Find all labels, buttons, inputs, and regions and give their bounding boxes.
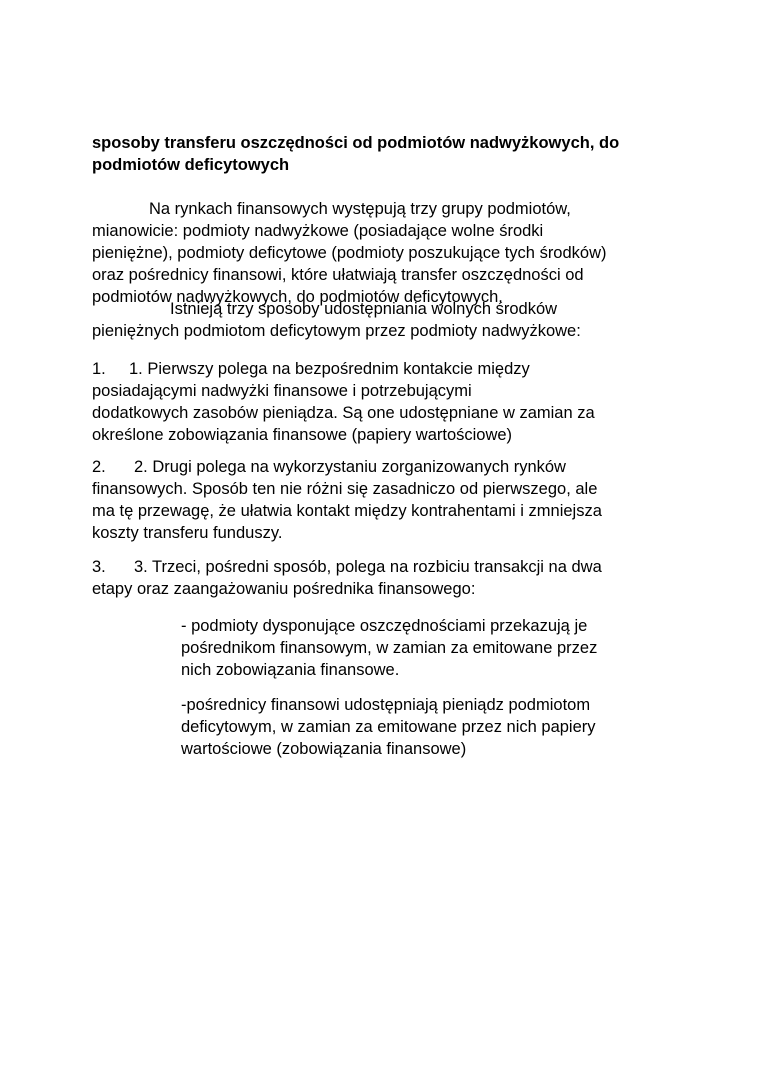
paragraph-line: Na rynkach finansowych występują trzy grupy podmiotów, (149, 200, 571, 218)
list-item-2 (92, 456, 602, 544)
paragraph-line: ma tę przewagę, że ułatwia kontakt między kontrahentami i zmniejsza (92, 502, 602, 520)
paragraph-line: wartościowe (zobowiązania finansowe) (181, 740, 467, 758)
paragraph-line: podmiotów nadwyżkowych, do podmiotów deficytowych. (92, 288, 503, 306)
document-heading (92, 132, 692, 176)
paragraph-line: określone zobowiązania finansowe (papiery wartościowe) (92, 426, 513, 444)
intro-paragraph (92, 198, 607, 308)
paragraph-line: Istnieją trzy sposoby udostępniania wolnych środków (170, 300, 558, 318)
paragraph-line: dodatkowych zasobów pieniądza. Są one udostępniane w zamian za (92, 404, 595, 422)
paragraph-line: koszty transferu funduszy. (92, 524, 283, 542)
heading-line: podmiotów deficytowych (92, 156, 290, 174)
sub-item-2 (181, 694, 596, 760)
list-item-1 (92, 358, 595, 446)
paragraph-line: mianowicie: podmioty nadwyżkowe (posiadające wolne środki (92, 222, 544, 240)
paragraph-line: pieniężnych podmiotom deficytowym przez podmioty nadwyżkowe: (92, 322, 581, 340)
list-number: 1. (92, 360, 106, 378)
list-number: 3. (92, 558, 106, 576)
paragraph-line: 2. Drugi polega na wykorzystaniu zorganizowanych rynków (134, 458, 566, 476)
paragraph-line: oraz pośrednicy finansowi, które ułatwiają transfer oszczędności od (92, 266, 584, 284)
paragraph-line: 3. Trzeci, pośredni sposób, polega na rozbiciu transakcji na dwa (134, 558, 602, 576)
paragraph-line: posiadającymi nadwyżki finansowe i potrzebującymi (92, 382, 472, 400)
heading-line: sposoby transferu oszczędności od podmiotów nadwyżkowych, do (92, 134, 620, 152)
paragraph-line: pieniężne), podmioty deficytowe (podmioty poszukujące tych środków) (92, 244, 607, 262)
paragraph-line: -pośrednicy finansowi udostępniają pieniądz podmiotom (181, 696, 591, 714)
list-number: 2. (92, 458, 106, 476)
paragraph-line: deficytowym, w zamian za emitowane przez nich papiery (181, 718, 596, 736)
paragraph-line: pośrednikom finansowym, w zamian za emitowane przez (181, 639, 598, 657)
intro2-paragraph (92, 298, 581, 342)
paragraph-line: 1. Pierwszy polega na bezpośrednim kontakcie między (129, 360, 530, 378)
paragraph-line: nich zobowiązania finansowe. (181, 661, 400, 679)
list-item-3 (92, 556, 602, 600)
paragraph-line: etapy oraz zaangażowaniu pośrednika finansowego: (92, 580, 476, 598)
paragraph-line: - podmioty dysponujące oszczędnościami przekazują je (181, 617, 588, 635)
sub-item-1 (181, 615, 597, 681)
paragraph-line: finansowych. Sposób ten nie różni się zasadniczo od pierwszego, ale (92, 480, 598, 498)
